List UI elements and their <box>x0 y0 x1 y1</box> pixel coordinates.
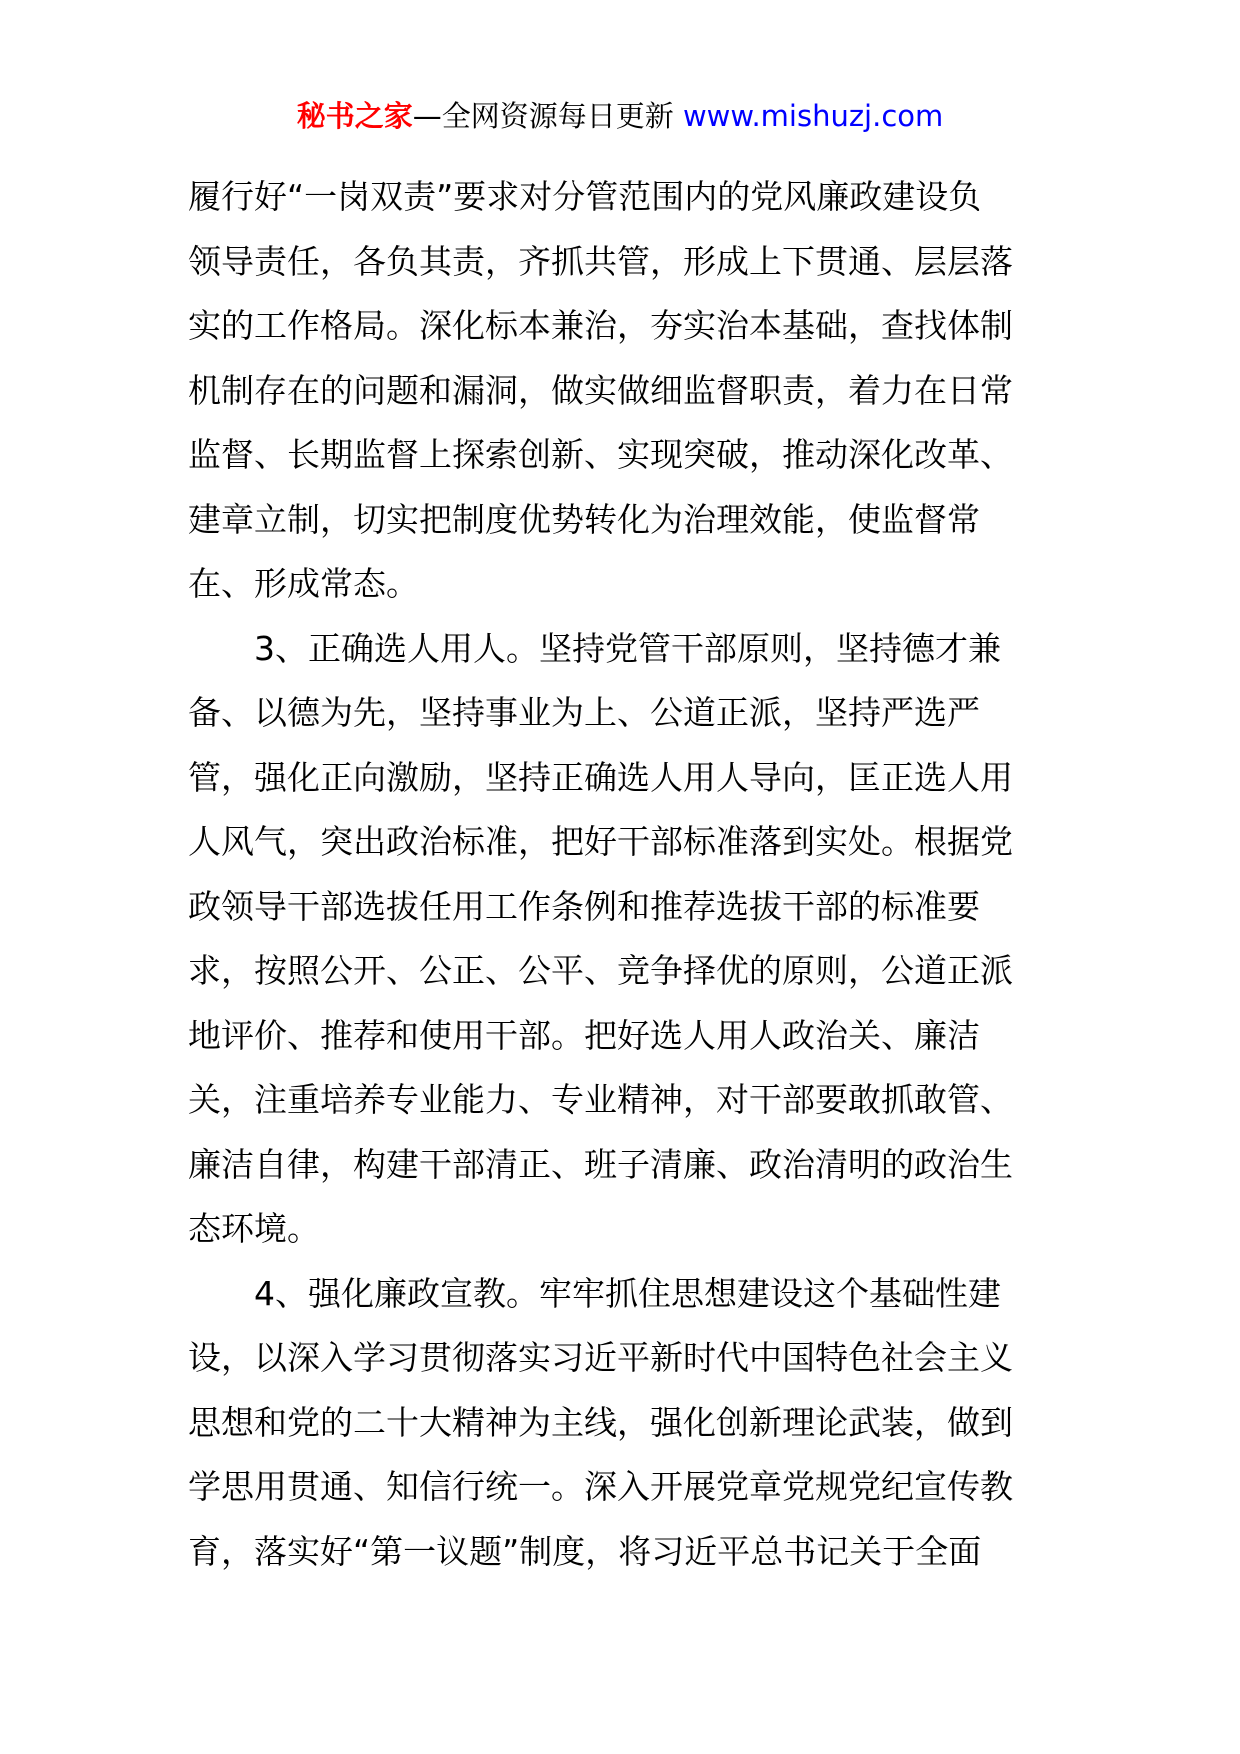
text-line: 在、形成常态。 <box>188 564 419 603</box>
text-line: 政领导干部选拔任用工作条例和推荐选拔干部的标准要 <box>188 886 980 926</box>
text-line: 育，落实好“第一议题”制度，将习近平总书记关于全面 <box>188 1531 982 1571</box>
text-line: 思想和党的二十大精神为主线，强化创新理论武装，做到 <box>188 1402 1013 1442</box>
document-body <box>188 165 1060 1584</box>
text-line: 领导责任，各负其责，齐抓共管，形成上下贯通、层层落 <box>188 241 1013 281</box>
text-line: 关，注重培养专业能力、专业精神，对干部要敢抓敢管、 <box>188 1080 1013 1119</box>
text-line: 求，按照公开、公正、公平、竞争择优的原则，公道正派 <box>188 951 1013 990</box>
text-line: 备、以德为先，坚持事业为上、公道正派，坚持严选严 <box>188 693 980 732</box>
text-line: 3、正确选人用人。坚持党管干部原则，坚持德才兼 <box>254 628 1001 668</box>
site-brand: 秘书之家 <box>296 99 413 133</box>
text-line: 设，以深入学习贯彻落实习近平新时代中国特色社会主义 <box>188 1338 1013 1377</box>
site-tagline: —全网资源每日更新 <box>412 99 683 133</box>
text-line: 地评价、推荐和使用干部。把好选人用人政治关、廉洁 <box>188 1015 980 1055</box>
text-line: 4、强化廉政宣教。牢牢抓住思想建设这个基础性建 <box>254 1273 1001 1313</box>
text-line: 廉洁自律，构建干部清正、班子清廉、政治清明的政治生 <box>188 1144 1013 1184</box>
text-line: 机制存在的问题和漏洞，做实做细监督职责，着力在日常 <box>188 370 1013 410</box>
site-header <box>0 96 1240 136</box>
site-url[interactable]: www.mishuzj.com <box>682 99 944 133</box>
text-line: 学思用贯通、知信行统一。深入开展党章党规党纪宣传教 <box>188 1467 1013 1506</box>
text-line: 建章立制，切实把制度优势转化为治理效能，使监督常 <box>188 499 980 539</box>
text-line: 管，强化正向激励，坚持正确选人用人导向，匡正选人用 <box>188 757 1013 797</box>
text-line: 实的工作格局。深化标本兼治，夯实治本基础，查找体制 <box>188 306 1013 345</box>
text-line: 履行好“一岗双责”要求对分管范围内的党风廉政建设负 <box>188 177 982 216</box>
text-line: 监督、长期监督上探索创新、实现突破，推动深化改革、 <box>188 435 1013 474</box>
text-line: 人风气，突出政治标准，把好干部标准落到实处。根据党 <box>188 822 1013 861</box>
text-line: 态环境。 <box>188 1209 320 1248</box>
